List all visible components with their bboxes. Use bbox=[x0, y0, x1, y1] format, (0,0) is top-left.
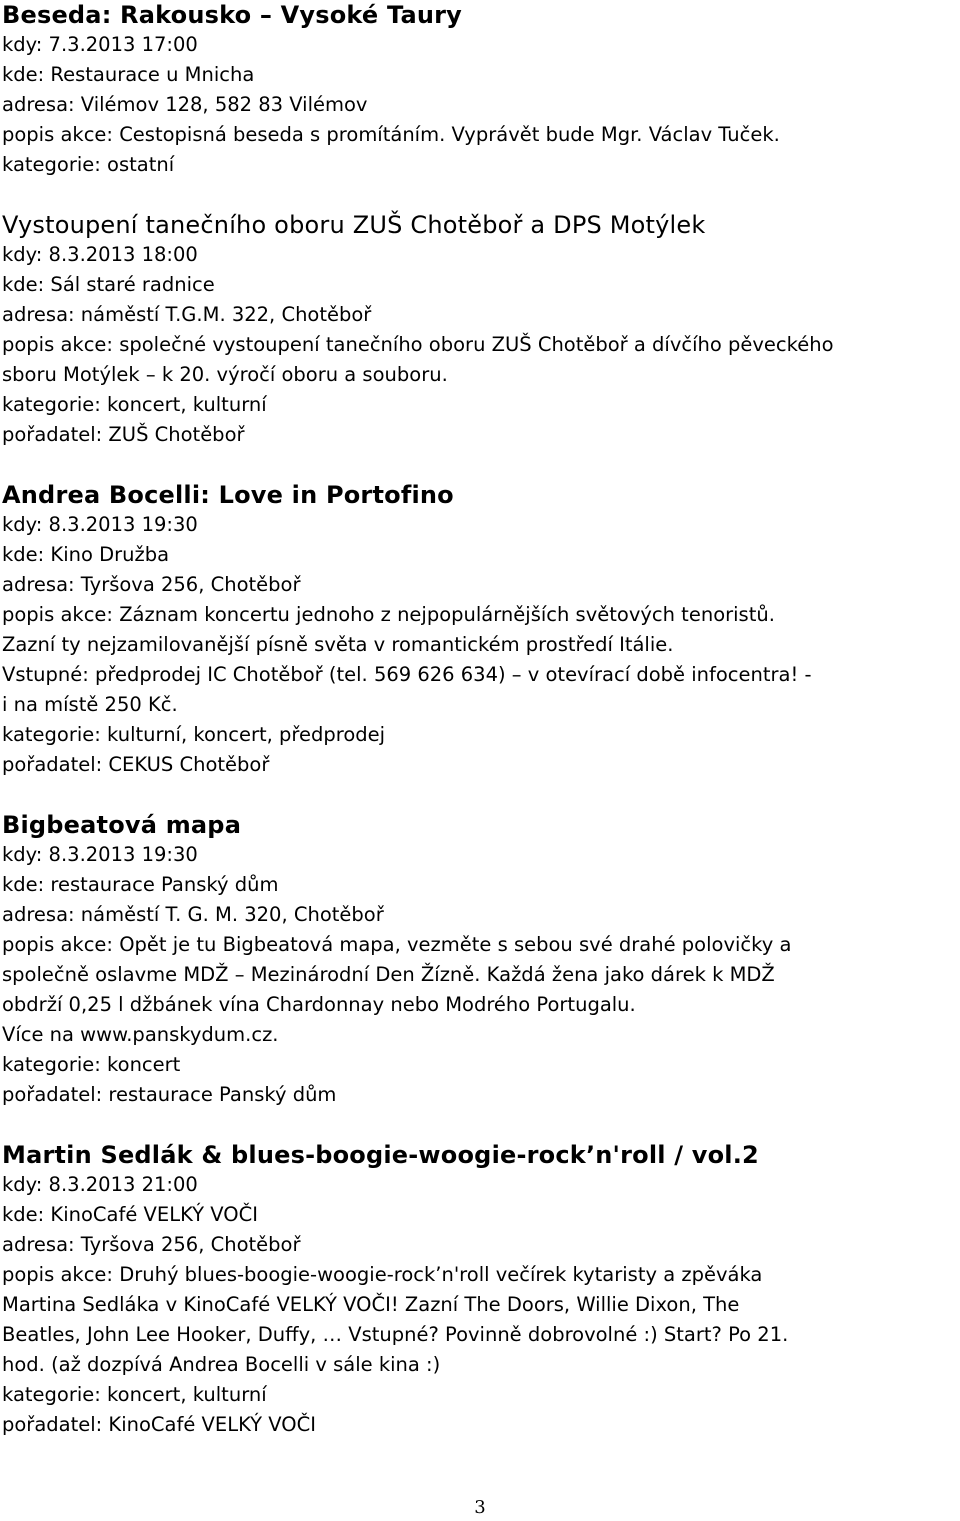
event-title: Vystoupení tanečního oboru ZUŠ Chotěboř a DPS Motýlek bbox=[2, 211, 706, 239]
event-title: Martin Sedlák & blues-boogie-woogie-rock’n'roll / vol.2 bbox=[2, 1141, 759, 1169]
event-category: kategorie: kulturní, koncert, předprodej bbox=[2, 723, 386, 746]
event-where: kde: Kino Družba bbox=[2, 543, 170, 566]
event-title: Beseda: Rakousko – Vysoké Taury bbox=[2, 1, 463, 29]
event-where: kde: Sál staré radnice bbox=[2, 273, 215, 296]
event-when: kdy: 8.3.2013 19:30 bbox=[2, 843, 198, 866]
event-organizer: pořadatel: KinoCafé VELKÝ VOČI bbox=[2, 1413, 316, 1436]
event-address: adresa: náměstí T. G. M. 320, Chotěboř bbox=[2, 903, 384, 926]
event-description: popis akce: Opět je tu Bigbeatová mapa, vezměte s sebou své drahé polovičky a společně oslavme MDŽ – Mezinárodní Den Žízně. Každá žena jako dárek k MDŽ obdrží 0,25 l džbánek vína Chardonnay nebo Modrého Portugalu. Více na www.panskydum.cz. bbox=[2, 933, 792, 1046]
event-title: Andrea Bocelli: Love in Portofino bbox=[2, 481, 454, 509]
event-address: adresa: Tyršova 256, Chotěboř bbox=[2, 573, 301, 596]
event-when: kdy: 8.3.2013 18:00 bbox=[2, 243, 198, 266]
event-organizer: pořadatel: CEKUS Chotěboř bbox=[2, 753, 270, 776]
event-bocelli bbox=[2, 480, 958, 780]
event-address: adresa: Vilémov 128, 582 83 Vilémov bbox=[2, 93, 368, 116]
page-number: 3 bbox=[474, 1497, 486, 1518]
event-beseda bbox=[2, 0, 958, 180]
event-organizer: pořadatel: ZUŠ Chotěboř bbox=[2, 423, 245, 446]
event-title: Bigbeatová mapa bbox=[2, 811, 242, 839]
event-sedlak bbox=[2, 1140, 958, 1440]
event-where: kde: restaurace Panský dům bbox=[2, 873, 279, 896]
event-bigbeat bbox=[2, 810, 958, 1110]
event-category: kategorie: koncert, kulturní bbox=[2, 393, 267, 416]
event-where: kde: Restaurace u Mnicha bbox=[2, 63, 255, 86]
event-organizer: pořadatel: restaurace Panský dům bbox=[2, 1083, 337, 1106]
event-category: kategorie: ostatní bbox=[2, 153, 175, 176]
event-address: adresa: Tyršova 256, Chotěboř bbox=[2, 1233, 301, 1256]
event-description: popis akce: Záznam koncertu jednoho z nejpopulárnějších světových tenoristů. Zazní ty nejzamilovanější písně světa v romantickém prostředí Itálie. Vstupné: předprodej IC Chotěboř (tel. 569 626 634) – v otevírací době infocentra! - i na místě 250 Kč. bbox=[2, 603, 812, 716]
event-description: popis akce: společné vystoupení tanečního oboru ZUŠ Chotěboř a dívčího pěveckého sboru Motýlek – k 20. výročí oboru a souboru. bbox=[2, 333, 834, 386]
event-vystoupeni bbox=[2, 210, 958, 450]
event-description: popis akce: Druhý blues-boogie-woogie-rock’n'roll večírek kytaristy a zpěváka Martina Sedláka v KinoCafé VELKÝ VOČI! Zazní The Doors, Willie Dixon, The Beatles, John Lee Hooker, Duffy, … Vstupné? Povinně dobrovolné :) Start? Po 21. hod. (až dozpívá Andrea Bocelli v sále kina :) bbox=[2, 1263, 789, 1376]
event-address: adresa: náměstí T.G.M. 322, Chotěboř bbox=[2, 303, 372, 326]
event-listing-page bbox=[2, 0, 958, 1440]
event-when: kdy: 8.3.2013 21:00 bbox=[2, 1173, 198, 1196]
event-category: kategorie: koncert bbox=[2, 1053, 181, 1076]
event-category: kategorie: koncert, kulturní bbox=[2, 1383, 267, 1406]
event-where: kde: KinoCafé VELKÝ VOČI bbox=[2, 1203, 258, 1226]
event-when: kdy: 8.3.2013 19:30 bbox=[2, 513, 198, 536]
event-description: popis akce: Cestopisná beseda s promítáním. Vyprávět bude Mgr. Václav Tuček. bbox=[2, 123, 780, 146]
event-when: kdy: 7.3.2013 17:00 bbox=[2, 33, 198, 56]
